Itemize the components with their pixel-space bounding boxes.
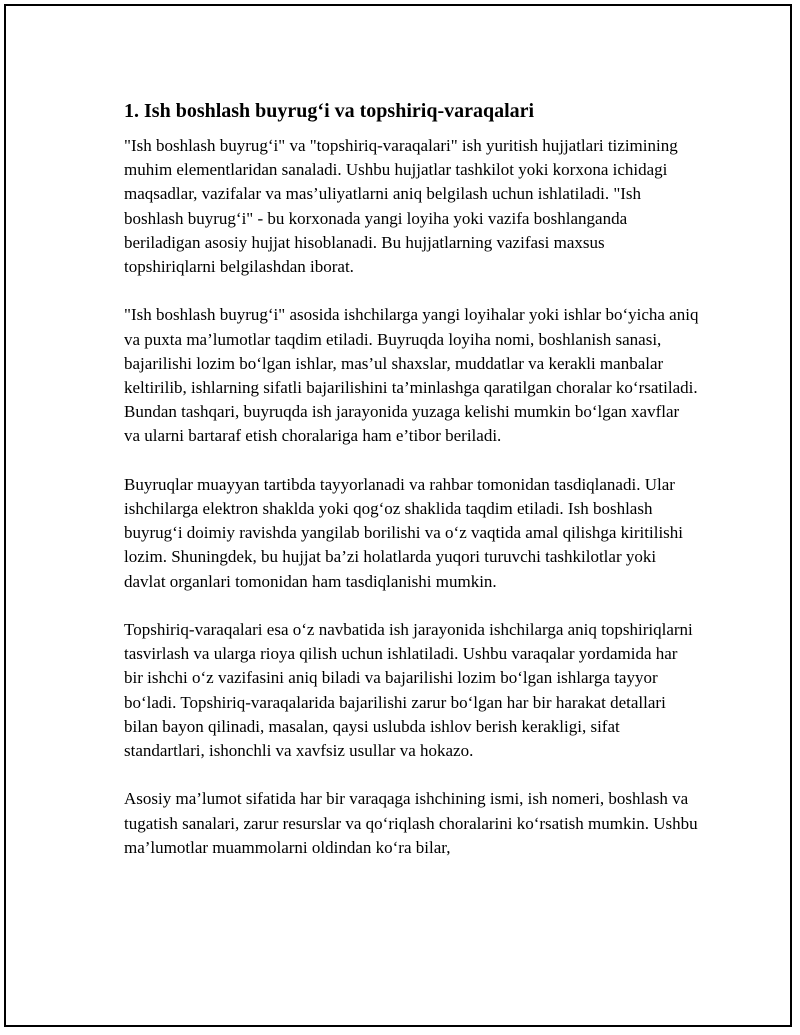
- document-body: [124, 98, 699, 884]
- paragraph-4: Topshiriq-varaqalari esa o‘z navbatida ish jarayonida ishchilarga aniq topshiriqlarni tasvirlash va ularga rioya qilish uchun ishlatiladi. Ushbu varaqalar yordamida har bir ishchi o‘z vazifasini aniq biladi va bajarilishi lozim bo‘lgan ishlarga tayyor bo‘ladi. Topshiriq-varaqalarida bajarilishi zarur bo‘lgan har bir harakat detallari bilan bayon qilinadi, masalan, qaysi uslubda ishlov berish kerakligi, sifat standartlari, ishonchli va xavfsiz usullar va hokazo.: [124, 620, 693, 761]
- page-frame: [4, 4, 792, 1027]
- section-heading: 1. Ish boshlash buyrug‘i va topshiriq-varaqalari: [124, 100, 535, 122]
- paragraph-3: Buyruqlar muayyan tartibda tayyorlanadi va rahbar tomonidan tasdiqlanadi. Ular ishchilarga elektron shaklda yoki qog‘oz shaklida taqdim etiladi. Ish boshlash buyrug‘i doimiy ravishda yangilab borilishi va o‘z vaqtida amal qilishga kiritilishi lozim. Shuningdek, bu hujjat ba’zi holatlarda yuqori turuvchi tashkilotlar yoki davlat organlari tomonidan ham tasdiqlanishi mumkin.: [124, 474, 684, 591]
- paragraph-2: "Ish boshlash buyrug‘i" asosida ishchilarga yangi loyihalar yoki ishlar bo‘yicha aniq va puxta ma’lumotlar taqdim etiladi. Buyruqda loyiha nomi, boshlanish sanasi, bajarilishi lozim bo‘lgan ishlar, mas’ul shaxslar, muddatlar va kerakli manbalar keltirilib, ishlarning sifatli bajarilishini ta’minlashga qaratilgan choralar ko‘rsatiladi. Bundan tashqari, buyruqda ish jarayonida yuzaga kelishi mumkin bo‘lgan xavflar va ularni bartaraf etish choralariga ham e’tibor beriladi.: [124, 305, 699, 446]
- paragraph-1: "Ish boshlash buyrug‘i" va "topshiriq-varaqalari" ish yuritish hujjatlari tizimining muhim elementlaridan sanaladi. Ushbu hujjatlar tashkilot yoki korxona ichidagi maqsadlar, vazifalar va mas’uliyatlarni aniq belgilash uchun ishlatiladi. "Ish boshlash buyrug‘i" - bu korxonada yangi loyiha yoki vazifa boshlanganda beriladigan asosiy hujjat hisoblanadi. Bu hujjatlarning vazifasi maxsus topshiriqlarni belgilashdan iborat.: [124, 136, 678, 277]
- paragraph-5: Asosiy ma’lumot sifatida har bir varaqaga ishchining ismi, ish nomeri, boshlash va tugatish sanalari, zarur resurslar va qo‘riqlash choralarini ko‘rsatish mumkin. Ushbu ma’lumotlar muammolarni oldindan ko‘ra bilar,: [124, 789, 698, 857]
